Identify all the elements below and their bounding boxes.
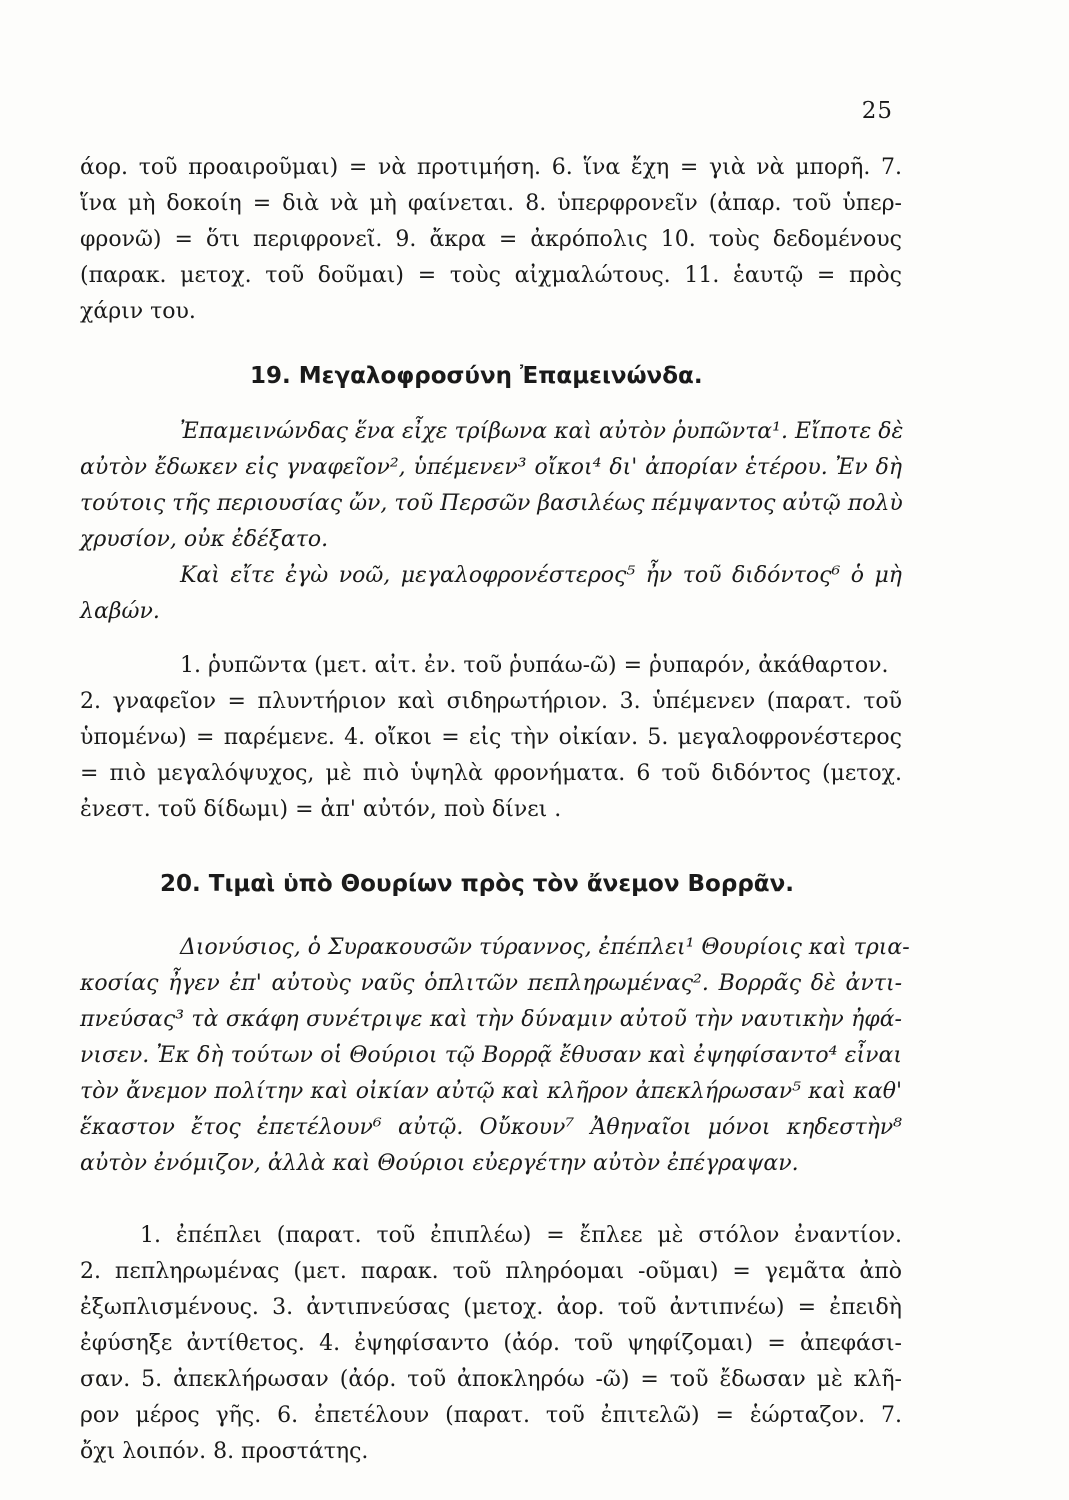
text-line: νισεν. Ἐκ δὴ τούτων οἱ Θούριοι τῷ Βορρᾷ ἔθυσαν καὶ ἐψηφίσαντο⁴ εἶναι — [80, 1043, 902, 1068]
text-line: Διονύσιος, ὁ Συρακουσῶν τύραννος, ἐπέπλει¹ Θουρίοις καὶ τρια- — [180, 935, 910, 960]
footnote-line: σαν. 5. ἀπεκλήρωσαν (ἀόρ. τοῦ ἀποκληρόω -ῶ) = τοῦ ἔδωσαν μὲ κλῆ- — [80, 1367, 902, 1392]
section-20-title: 20. Τιμαὶ ὑπὸ Θουρίων πρὸς τὸν ἄνεμον Βορρᾶν. — [160, 871, 794, 897]
text-line: Ἐπαμεινώνδας ἕνα εἶχε τρίβωνα καὶ αὐτὸν ῥυπῶντα¹. Εἴποτε δὲ — [180, 419, 904, 444]
footnote-line: ὑπομένω) = παρέμενε. 4. οἴκοι = εἰς τὴν οἰκίαν. 5. μεγαλοφρονέστερος — [80, 725, 902, 750]
section-20-text — [80, 930, 910, 1182]
section-19-text — [80, 414, 902, 630]
text-line: τούτοις τῆς περιουσίας ὤν, τοῦ Περσῶν βασιλέως πέμψαντος αὐτῷ πολὺ — [80, 491, 903, 516]
text-line: αὐτὸν ἐνόμιζον, ἀλλὰ καὶ Θούριοι εὐεργέτην αὐτὸν ἐπέγραψαν. — [80, 1151, 799, 1176]
text-line: Καὶ εἴτε ἐγὼ νοῶ, μεγαλοφρονέστερος⁵ ἦν τοῦ διδόντος⁶ ὁ μὴ — [180, 563, 902, 588]
text-line: πνεύσας³ τὰ σκάφη συνέτριψε καὶ τὴν δύναμιν αὐτοῦ τὴν ναυτικὴν ἠφά- — [80, 1007, 902, 1032]
footnote-line: 1. ἐπέπλει (παρατ. τοῦ ἐπιπλέω) = ἔπλεε μὲ στόλον ἐναντίον. — [140, 1223, 902, 1248]
text-line: ἕκαστον ἔτος ἐπετέλουν⁶ αὐτῷ. Οὔκουν⁷ Ἀθηναῖοι μόνοι κηδεστὴν⁸ — [80, 1115, 902, 1140]
footnote-line: ἵνα μὴ δοκοίη = διὰ νὰ μὴ φαίνεται. 8. ὑπερφρονεῖν (ἀπαρ. τοῦ ὑπερ- — [80, 191, 902, 216]
text-line: κοσίας ἦγεν ἐπ' αὐτοὺς ναῦς ὁπλιτῶν πεπληρωμένας². Βορρᾶς δὲ ἀντι- — [80, 971, 902, 996]
footnote-line: χάριν του. — [80, 299, 196, 324]
section-20-notes — [80, 1218, 902, 1470]
section-19-notes — [80, 648, 902, 828]
footnote-line: (παρακ. μετοχ. τοῦ δοῦμαι) = τοὺς αἰχμαλώτους. 11. ἑαυτῷ = πρὸς — [80, 263, 902, 288]
footnote-line: 2. πεπληρωμένας (μετ. παρακ. τοῦ πληρόομαι -οῦμαι) = γεμᾶτα ἀπὸ — [80, 1259, 902, 1284]
text-line: λαβών. — [80, 599, 160, 624]
text-line: αὐτὸν ἔδωκεν εἰς γναφεῖον², ὑπέμενεν³ οἴκοι⁴ δι' ἀπορίαν ἑτέρου. Ἐν δὴ — [80, 455, 902, 480]
text-line: τὸν ἄνεμον πολίτην καὶ οἰκίαν αὐτῷ καὶ κλῆρον ἀπεκλήρωσαν⁵ καὶ καθ' — [80, 1079, 902, 1104]
footnote-line: άορ. τοῦ προαιροῦμαι) = νὰ προτιμήση. 6. ἵνα ἔχη = γιὰ νὰ μπορῆ. 7. — [80, 155, 902, 180]
page-number: 25 — [861, 98, 893, 124]
footnote-line: ρον μέρος γῆς. 6. ἐπετέλουν (παρατ. τοῦ ἐπιτελῶ) = ἑώρταζον. 7. — [80, 1403, 902, 1428]
footnote-line: 1. ῥυπῶντα (μετ. αἰτ. ἐν. τοῦ ῥυπάω-ῶ) = ῥυπαρόν, ἀκάθαρτον. — [180, 653, 889, 678]
footnote-line: ἐξωπλισμένους. 3. ἀντιπνεύσας (μετοχ. ἀορ. τοῦ ἀντιπνέω) = ἐπειδὴ — [80, 1295, 902, 1320]
footnote-line: ἐφύσηξε ἀντίθετος. 4. ἐψηφίσαντο (ἀόρ. τοῦ ψηφίζομαι) = ἀπεφάσι- — [80, 1331, 902, 1356]
footnote-line: 2. γναφεῖον = πλυντήριον καὶ σιδηρωτήριον. 3. ὑπέμενεν (παρατ. τοῦ — [80, 689, 902, 714]
text-line: χρυσίον, οὐκ ἐδέξατο. — [80, 527, 329, 552]
footnote-line: φρονῶ) = ὅτι περιφρονεῖ. 9. ἄκρα = ἀκρόπολις 10. τοὺς δεδομένους — [80, 227, 902, 252]
footnote-line: ὄχι λοιπόν. 8. προστάτης. — [80, 1439, 369, 1464]
footnote-line: = πιὸ μεγαλόψυχος, μὲ πιὸ ὑψηλὰ φρονήματα. 6 τοῦ διδόντος (μετοχ. — [80, 761, 902, 786]
page-content — [80, 150, 910, 1470]
footnote-line: ἐνεστ. τοῦ δίδωμι) = ἀπ' αὐτόν, ποὺ δίνει . — [80, 797, 562, 822]
section-19-title: 19. Μεγαλοφροσύνη Ἐπαμεινώνδα. — [250, 363, 703, 389]
footnotes-section-18 — [80, 150, 902, 330]
